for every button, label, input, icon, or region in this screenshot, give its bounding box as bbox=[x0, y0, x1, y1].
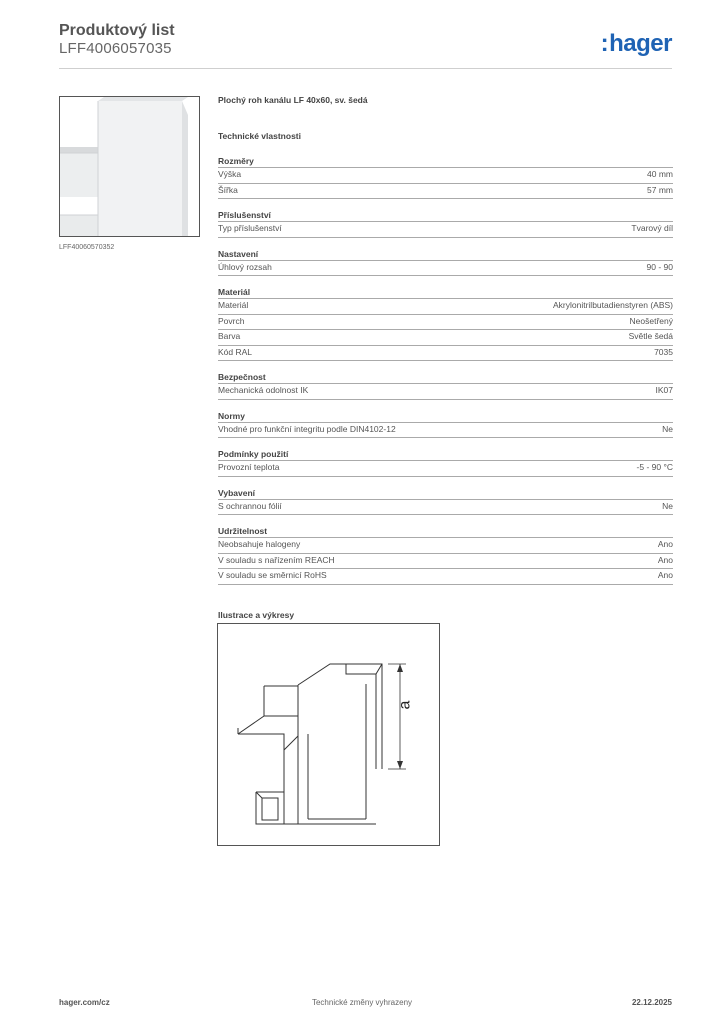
dimension-label: a bbox=[396, 700, 414, 710]
spec-value: Akrylonitrilbutadienstyren (ABS) bbox=[553, 300, 673, 310]
spec-row bbox=[218, 345, 673, 362]
product-title: Plochý roh kanálu LF 40x60, sv. šedá bbox=[218, 95, 368, 105]
footer-disclaimer: Technické změny vyhrazeny bbox=[311, 998, 413, 1007]
section-rows bbox=[218, 167, 673, 199]
section-rows bbox=[218, 422, 673, 439]
section-heading: Nastavení bbox=[218, 248, 259, 259]
header-divider bbox=[59, 68, 672, 69]
spec-label: Typ příslušenství bbox=[218, 223, 282, 233]
spec-label: Neobsahuje halogeny bbox=[218, 539, 301, 549]
section-heading: Příslušenství bbox=[218, 210, 271, 220]
spec-label: Barva bbox=[218, 331, 241, 341]
spec-label: Vhodné pro funkční integritu podle DIN4102-12 bbox=[218, 423, 396, 434]
spec-row bbox=[218, 568, 673, 585]
footer-website[interactable]: hager.com/cz bbox=[59, 998, 110, 1007]
section-heading: Rozměry bbox=[218, 156, 254, 166]
spec-label: Povrch bbox=[218, 315, 245, 326]
spec-section bbox=[218, 286, 673, 361]
spec-section bbox=[218, 525, 673, 585]
spec-value: -5 - 90 °C bbox=[636, 462, 673, 472]
spec-label: V souladu s nařízením REACH bbox=[218, 554, 335, 565]
spec-section bbox=[218, 371, 673, 400]
section-rows bbox=[218, 298, 673, 361]
spec-section bbox=[218, 209, 673, 238]
spec-row bbox=[218, 314, 673, 330]
spec-label: Materiál bbox=[218, 300, 249, 310]
spec-row bbox=[218, 460, 673, 477]
spec-label: V souladu se směrnicí RoHS bbox=[218, 570, 327, 580]
section-heading: Udržitelnost bbox=[218, 526, 268, 536]
spec-row bbox=[218, 167, 673, 183]
spec-value: Ano bbox=[657, 554, 673, 565]
technical-drawing bbox=[217, 623, 440, 846]
section-rows bbox=[218, 383, 673, 400]
product-photo bbox=[59, 96, 200, 237]
tech-properties-heading: Technické vlastnosti bbox=[218, 131, 301, 141]
photo-caption: LFF40060570352 bbox=[59, 244, 115, 251]
section-heading: Podmínky použití bbox=[218, 449, 289, 459]
spec-label: Mechanická odolnost IK bbox=[218, 385, 309, 395]
section-heading: Vybavení bbox=[218, 487, 256, 498]
spec-sections bbox=[218, 155, 673, 585]
spec-value: IK07 bbox=[655, 385, 673, 395]
spec-label: Provozní teplota bbox=[218, 462, 280, 472]
section-rows bbox=[218, 460, 673, 477]
spec-value: 7035 bbox=[654, 346, 673, 357]
spec-row bbox=[218, 221, 673, 238]
spec-value: Neošetřený bbox=[629, 315, 673, 326]
spec-value: Ano bbox=[657, 570, 673, 580]
spec-value: Světle šedá bbox=[628, 331, 673, 341]
spec-value: 57 mm bbox=[647, 184, 673, 195]
section-heading: Normy bbox=[218, 410, 245, 421]
footer-date: 22.12.2025 bbox=[631, 998, 672, 1007]
section-heading: Materiál bbox=[218, 287, 251, 297]
section-rows bbox=[218, 499, 673, 516]
spec-label: Šířka bbox=[218, 184, 238, 195]
spec-label: Kód RAL bbox=[218, 346, 253, 357]
content-column bbox=[218, 95, 673, 620]
spec-label: Výška bbox=[218, 169, 242, 179]
spec-row bbox=[218, 329, 673, 345]
spec-section bbox=[218, 155, 673, 199]
spec-row bbox=[218, 383, 673, 400]
section-rows bbox=[218, 221, 673, 238]
section-rows bbox=[218, 260, 673, 277]
spec-row bbox=[218, 298, 673, 314]
section-rows bbox=[218, 537, 673, 585]
spec-section bbox=[218, 487, 673, 516]
spec-value: Ne bbox=[662, 500, 673, 511]
spec-value: Ne bbox=[662, 423, 673, 434]
section-heading: Bezpečnost bbox=[218, 372, 266, 382]
spec-label: Úhlový rozsah bbox=[218, 261, 272, 272]
spec-value: Tvarový díl bbox=[631, 223, 673, 233]
spec-value: 90 - 90 bbox=[646, 261, 673, 272]
hager-logo: :hager bbox=[600, 30, 672, 57]
spec-section bbox=[218, 448, 673, 477]
product-code: LFF4006057035 bbox=[59, 40, 172, 57]
spec-row bbox=[218, 422, 673, 439]
logo-text: hager bbox=[609, 30, 672, 57]
spec-value: Ano bbox=[657, 539, 673, 549]
spec-label: S ochrannou fólií bbox=[218, 500, 282, 511]
spec-row bbox=[218, 183, 673, 200]
spec-row bbox=[218, 553, 673, 569]
illustrations-heading: Ilustrace a výkresy bbox=[218, 609, 295, 620]
spec-section bbox=[218, 410, 673, 439]
page-title: Produktový list bbox=[59, 22, 175, 39]
spec-value: 40 mm bbox=[647, 169, 673, 179]
spec-row bbox=[218, 537, 673, 553]
spec-section bbox=[218, 248, 673, 277]
spec-row bbox=[218, 260, 673, 277]
spec-row bbox=[218, 499, 673, 516]
